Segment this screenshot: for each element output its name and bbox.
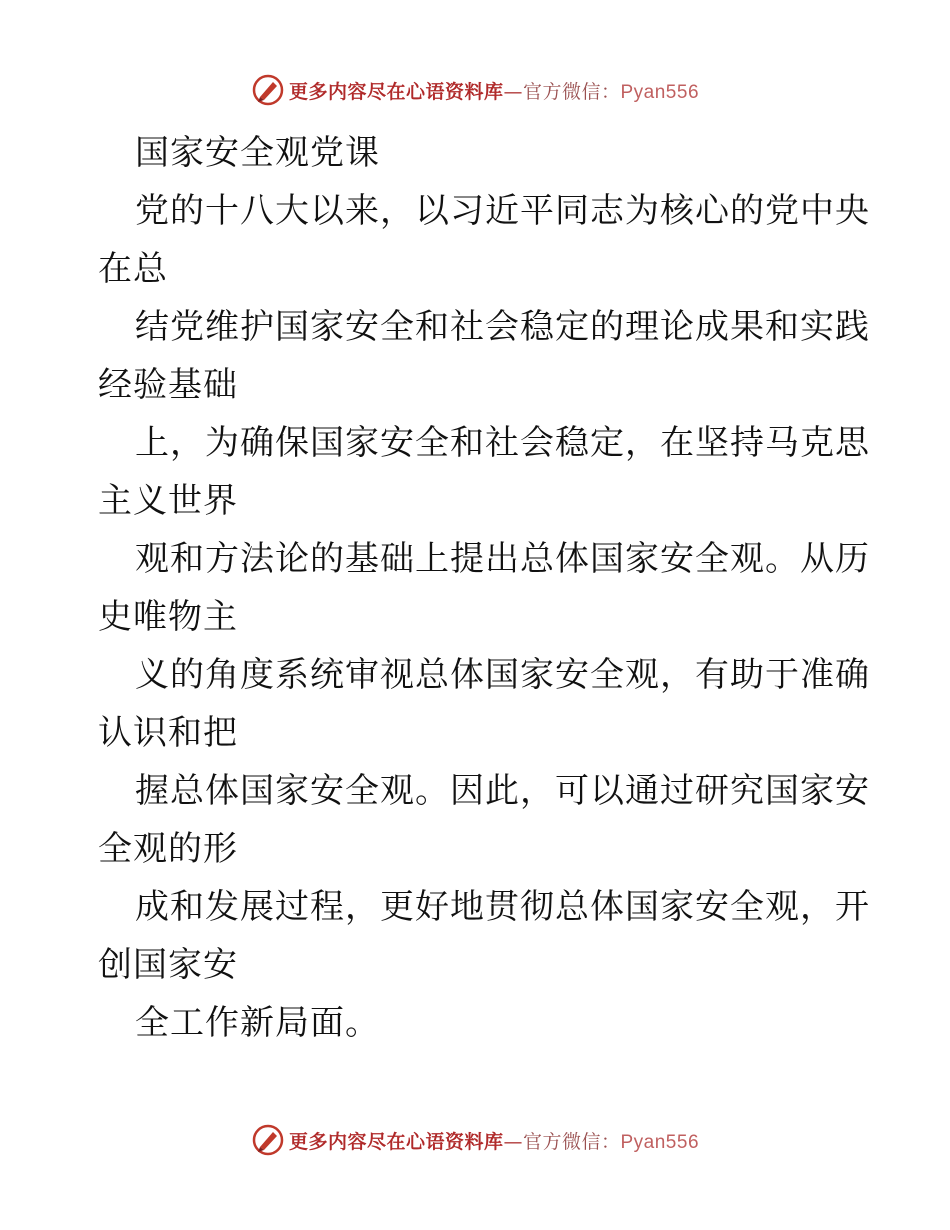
banner-text xyxy=(289,1127,699,1154)
banner-text xyxy=(289,77,699,104)
footer-banner xyxy=(0,1120,950,1160)
banner-wechat-id: Pyan556 xyxy=(620,81,700,103)
doc-line: 在总 xyxy=(98,249,168,289)
doc-line: 全工作新局面。 xyxy=(135,1003,380,1043)
header-banner xyxy=(0,70,950,110)
doc-line: 党的十八大以来，以习近平同志为核心的党中央 xyxy=(135,191,870,231)
banner-lead: 更多内容尽在心语资料库 xyxy=(288,1130,504,1153)
doc-line: 上，为确保国家安全和社会稳定，在坚持马克思 xyxy=(135,423,870,463)
doc-line: 主义世界 xyxy=(98,481,238,521)
banner-dash: — xyxy=(503,1130,523,1153)
doc-line: 成和发展过程，更好地贯彻总体国家安全观，开 xyxy=(135,887,870,927)
banner-dash: — xyxy=(503,80,523,103)
doc-line: 观和方法论的基础上提出总体国家安全观。从历 xyxy=(135,539,870,579)
doc-title: 国家安全观党课 xyxy=(135,133,380,173)
doc-line: 全观的形 xyxy=(98,829,238,869)
doc-line: 结党维护国家安全和社会稳定的理论成果和实践 xyxy=(135,307,870,347)
doc-line: 义的角度系统审视总体国家安全观，有助于准确 xyxy=(135,655,870,695)
pen-logo-icon xyxy=(251,1123,285,1157)
banner-wechat-id: Pyan556 xyxy=(620,1131,700,1153)
banner-wechat-label: 官方微信： xyxy=(522,1130,621,1153)
doc-line: 创国家安 xyxy=(98,945,238,985)
doc-line: 握总体国家安全观。因此，可以通过研究国家安 xyxy=(135,771,870,811)
doc-line: 认识和把 xyxy=(98,713,238,753)
banner-wechat-label: 官方微信： xyxy=(522,80,621,103)
banner-lead: 更多内容尽在心语资料库 xyxy=(288,80,504,103)
document-body xyxy=(98,124,870,1052)
doc-line: 经验基础 xyxy=(98,365,238,405)
doc-line: 史唯物主 xyxy=(98,597,238,637)
pen-logo-icon xyxy=(251,73,285,107)
